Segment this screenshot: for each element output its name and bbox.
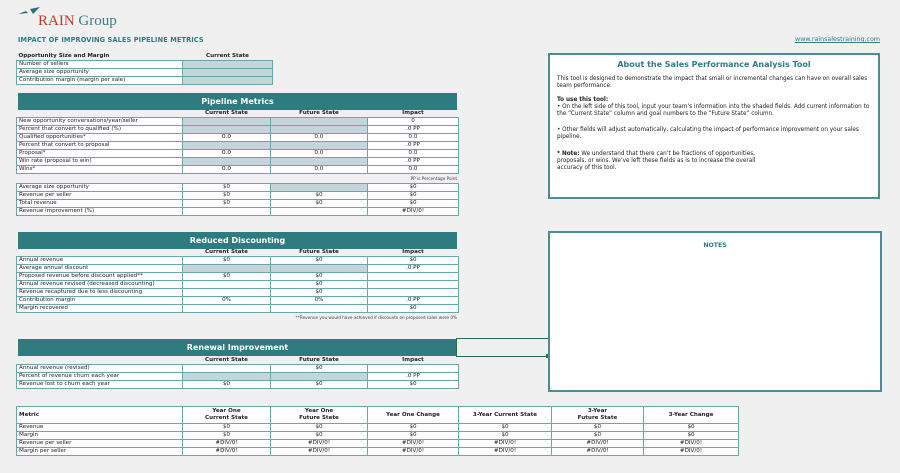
table-row xyxy=(17,158,459,166)
pipeline-table xyxy=(16,110,459,174)
value-cell-imp: .0 PP xyxy=(368,265,459,273)
table-row xyxy=(17,297,459,305)
value-cell-fut: $0 xyxy=(271,289,368,297)
value-cell-imp: .0 PP xyxy=(368,297,459,305)
value-cell-cur xyxy=(183,289,271,297)
value-cell-imp: .0 PP xyxy=(368,142,459,150)
row-label: Proposal* xyxy=(17,150,183,158)
col-future-state: Future State xyxy=(299,249,339,255)
col-future-state: Future State xyxy=(299,110,339,116)
table-row xyxy=(17,305,459,313)
value-cell-fut: 0.0 xyxy=(271,150,368,158)
about-intro: This tool is designed to demonstrate the impact that small or incremental changes can have on overall sales team performance. xyxy=(557,76,868,90)
row-label: Proposed revenue before discount applied** xyxy=(17,273,183,281)
row-label: Average size opportunity xyxy=(17,184,183,192)
row-label: Margin recovered xyxy=(17,305,183,313)
value-cell-imp: 0.0 xyxy=(368,150,459,158)
value-cell-imp: 0.0 xyxy=(368,166,459,174)
pipeline-revenue-table xyxy=(16,183,459,216)
website-link[interactable]: www.rainsalestraining.com xyxy=(795,36,880,43)
row-label: Average size opportunity xyxy=(17,69,183,77)
summary-header: Year One Change xyxy=(368,407,459,424)
rain-group-logo xyxy=(16,6,146,32)
table-row xyxy=(17,440,739,448)
summary-header: Metric xyxy=(17,407,183,424)
row-label: Annual revenue (revised) xyxy=(17,365,183,373)
value-cell-cur: $0 xyxy=(183,381,271,389)
col-impact: Impact xyxy=(402,357,424,363)
row-label: Percent that convert to qualified (%) xyxy=(17,126,183,134)
table-row xyxy=(17,192,459,200)
value-cell-imp xyxy=(368,365,459,373)
value-cell-fut: $0 xyxy=(271,200,368,208)
row-label: Wins* xyxy=(17,166,183,174)
row-label: Average annual discount xyxy=(17,265,183,273)
table-row xyxy=(17,257,459,265)
logo-rain-text: RAIN xyxy=(38,13,75,29)
value-cell-imp: 0 xyxy=(368,118,459,126)
value-cell-imp: $0 xyxy=(368,184,459,192)
row-label: Revenue improvement (%) xyxy=(17,208,183,216)
input-cell-cur[interactable] xyxy=(183,373,271,381)
opportunity-table xyxy=(16,53,273,85)
input-cell-fut[interactable] xyxy=(271,184,368,192)
input-cell-fut[interactable] xyxy=(271,265,368,273)
col-impact: Impact xyxy=(402,110,424,116)
input-cell-cur[interactable] xyxy=(183,142,271,150)
about-title: About the Sales Performance Analysis Tool xyxy=(617,60,811,69)
value-cell-imp: #DIV/0! xyxy=(368,208,459,216)
pp-footnote: PP is Percentage Point xyxy=(410,176,457,181)
col-future-state: Future State xyxy=(299,357,339,363)
value-cell-cur xyxy=(183,281,271,289)
row-label: Qualified opportunities* xyxy=(17,134,183,142)
reduced-discounting-header: Reduced Discounting xyxy=(18,232,457,249)
input-cell-cur[interactable] xyxy=(183,265,271,273)
value-cell-imp xyxy=(368,281,459,289)
notes-panel[interactable] xyxy=(548,231,882,392)
summary-value: #DIV/0! xyxy=(644,440,739,448)
summary-value: #DIV/0! xyxy=(459,440,552,448)
value-cell-fut: 0.0 xyxy=(271,134,368,142)
value-cell-cur: $0 xyxy=(183,273,271,281)
table-row xyxy=(17,281,459,289)
table-row xyxy=(17,273,459,281)
summary-value: $0 xyxy=(271,424,368,432)
value-cell-imp xyxy=(368,289,459,297)
summary-header: 3-Year Change xyxy=(644,407,739,424)
row-label: Revenue per seller xyxy=(17,192,183,200)
row-label: Contribution margin xyxy=(17,297,183,305)
pipeline-metrics-header: Pipeline Metrics xyxy=(18,93,457,110)
value-cell-cur: $0 xyxy=(183,192,271,200)
discounting-table xyxy=(16,249,459,313)
summary-value: #DIV/0! xyxy=(552,440,644,448)
input-cell-cur[interactable] xyxy=(183,158,271,166)
input-number-of-sellers[interactable] xyxy=(183,61,273,69)
opportunity-header: Opportunity Size and Margin xyxy=(18,53,110,59)
row-label: Percent of revenue churn each year xyxy=(17,373,183,381)
summary-value: $0 xyxy=(368,432,459,440)
summary-value: $0 xyxy=(183,432,271,440)
value-cell-fut: 0.0 xyxy=(271,166,368,174)
table-row xyxy=(17,166,459,174)
table-row xyxy=(17,432,739,440)
value-cell-cur: 0.0 xyxy=(183,150,271,158)
value-cell-cur: 0.0 xyxy=(183,166,271,174)
value-cell-cur: $0 xyxy=(183,257,271,265)
table-row xyxy=(17,118,459,126)
summary-header: Year One Future State xyxy=(271,407,368,424)
summary-value: $0 xyxy=(271,432,368,440)
about-use-heading: To use this tool: xyxy=(557,96,609,103)
summary-value: #DIV/0! xyxy=(368,448,459,456)
row-label: Win rate (proposal to win) xyxy=(17,158,183,166)
table-row xyxy=(17,265,459,273)
row-label: Contribution margin (margin per sale) xyxy=(17,77,183,85)
table-row xyxy=(17,381,459,389)
input-cell-fut[interactable] xyxy=(271,373,368,381)
summary-value: #DIV/0! xyxy=(368,440,459,448)
value-cell-imp: $0 xyxy=(368,257,459,265)
table-row xyxy=(17,365,459,373)
value-cell-imp: .0 PP xyxy=(368,158,459,166)
input-average-size-opportunity[interactable] xyxy=(183,69,273,77)
value-cell-imp: .0 PP xyxy=(368,126,459,134)
summary-value: #DIV/0! xyxy=(644,448,739,456)
row-label: Revenue per seller xyxy=(17,440,183,448)
value-cell-cur: 0.0 xyxy=(183,134,271,142)
notes-title: NOTES xyxy=(703,242,727,249)
summary-value: #DIV/0! xyxy=(183,448,271,456)
row-label: Margin per seller xyxy=(17,448,183,456)
value-cell-fut: $0 xyxy=(271,281,368,289)
table-row xyxy=(17,289,459,297)
row-label: Revenue recaptured due to less discounting xyxy=(17,289,183,297)
table-row xyxy=(17,424,739,432)
input-cell-fut[interactable] xyxy=(271,126,368,134)
summary-value: $0 xyxy=(459,424,552,432)
col-impact: Impact xyxy=(402,249,424,255)
renewal-improvement-header: Renewal Improvement xyxy=(18,339,457,356)
summary-value: $0 xyxy=(552,424,644,432)
row-label: Total revenue xyxy=(17,200,183,208)
value-cell-cur: $0 xyxy=(183,184,271,192)
summary-header: Year One Current State xyxy=(183,407,271,424)
value-cell-imp: 0.0 xyxy=(368,134,459,142)
summary-value: #DIV/0! xyxy=(459,448,552,456)
value-cell-imp: .0 PP xyxy=(368,373,459,381)
row-label: Revenue lost to churn each year xyxy=(17,381,183,389)
summary-value: $0 xyxy=(552,432,644,440)
value-cell-imp: $0 xyxy=(368,305,459,313)
selected-cell[interactable] xyxy=(456,338,549,357)
summary-value: $0 xyxy=(644,432,739,440)
logo-group-text: Group xyxy=(74,13,117,29)
summary-value: $0 xyxy=(368,424,459,432)
about-bullet: • Other fields will adjust automatically, calculating the impact of performance improvement on your sales pipeline. xyxy=(557,127,859,141)
col-current-state: Current State xyxy=(205,357,248,363)
table-row xyxy=(17,373,459,381)
row-label: Annual revenue revised (decreased discounting) xyxy=(17,281,183,289)
summary-value: $0 xyxy=(183,424,271,432)
table-row xyxy=(17,208,459,216)
input-cell-fut[interactable] xyxy=(271,118,368,126)
summary-table xyxy=(16,406,739,456)
value-cell-fut: $0 xyxy=(271,273,368,281)
table-row xyxy=(17,448,739,456)
summary-value: $0 xyxy=(644,424,739,432)
input-cell-fut[interactable] xyxy=(271,158,368,166)
col-current-state: Current State xyxy=(205,110,248,116)
table-row xyxy=(17,150,459,158)
about-panel xyxy=(548,53,880,199)
summary-header: 3-Year Current State xyxy=(459,407,552,424)
value-cell-cur xyxy=(183,365,271,373)
summary-value: #DIV/0! xyxy=(271,440,368,448)
value-cell-imp: $0 xyxy=(368,381,459,389)
summary-header-row xyxy=(17,407,739,424)
row-label: Revenue xyxy=(17,424,183,432)
value-cell-fut: 0% xyxy=(271,297,368,305)
value-cell-imp xyxy=(368,273,459,281)
table-row xyxy=(17,134,459,142)
row-label: Annual revenue xyxy=(17,257,183,265)
value-cell-cur: $0 xyxy=(183,200,271,208)
renewal-table xyxy=(16,357,459,389)
row-label: Percent that convert to proposal xyxy=(17,142,183,150)
value-cell-fut: $0 xyxy=(271,365,368,373)
row-label: Number of sellers xyxy=(17,61,183,69)
value-cell-fut xyxy=(271,305,368,313)
value-cell-fut: $0 xyxy=(271,192,368,200)
page-title: IMPACT OF IMPROVING SALES PIPELINE METRICS xyxy=(18,36,204,44)
value-cell-fut xyxy=(271,208,368,216)
input-contribution-margin[interactable] xyxy=(183,77,273,85)
value-cell-cur xyxy=(183,305,271,313)
table-row xyxy=(17,184,459,192)
value-cell-imp: $0 xyxy=(368,200,459,208)
value-cell-fut: $0 xyxy=(271,381,368,389)
input-cell-cur[interactable] xyxy=(183,126,271,134)
discount-footnote: **Revenue you would have achieved if discounts on proposed sales were 0% xyxy=(295,315,457,320)
summary-value: #DIV/0! xyxy=(271,448,368,456)
table-row xyxy=(17,200,459,208)
summary-value: #DIV/0! xyxy=(183,440,271,448)
value-cell-imp: $0 xyxy=(368,192,459,200)
value-cell-fut: $0 xyxy=(271,257,368,265)
summary-value: $0 xyxy=(459,432,552,440)
summary-value: #DIV/0! xyxy=(552,448,644,456)
opportunity-col-current: Current State xyxy=(206,53,249,59)
table-row xyxy=(17,126,459,134)
row-label: New opportunity conversations/year/seller xyxy=(17,118,183,126)
value-cell-cur: 0% xyxy=(183,297,271,305)
row-label: Margin xyxy=(17,432,183,440)
about-bullet: • On the left side of this tool, input your team’s information into the shaded fields. Add current information to the “Current State” column and goal numbers to the “Future State” column. xyxy=(557,103,870,118)
input-cell-fut[interactable] xyxy=(271,142,368,150)
about-note: * Note: We understand that there can’t be fractions of opportunities, proposals, or wins. We’ve left these fields as is to increase the overall accuracy of this tool. xyxy=(557,150,756,172)
table-row xyxy=(17,142,459,150)
summary-header: 3-Year Future State xyxy=(552,407,644,424)
input-cell-cur[interactable] xyxy=(183,118,271,126)
col-current-state: Current State xyxy=(205,249,248,255)
value-cell-cur xyxy=(183,208,271,216)
